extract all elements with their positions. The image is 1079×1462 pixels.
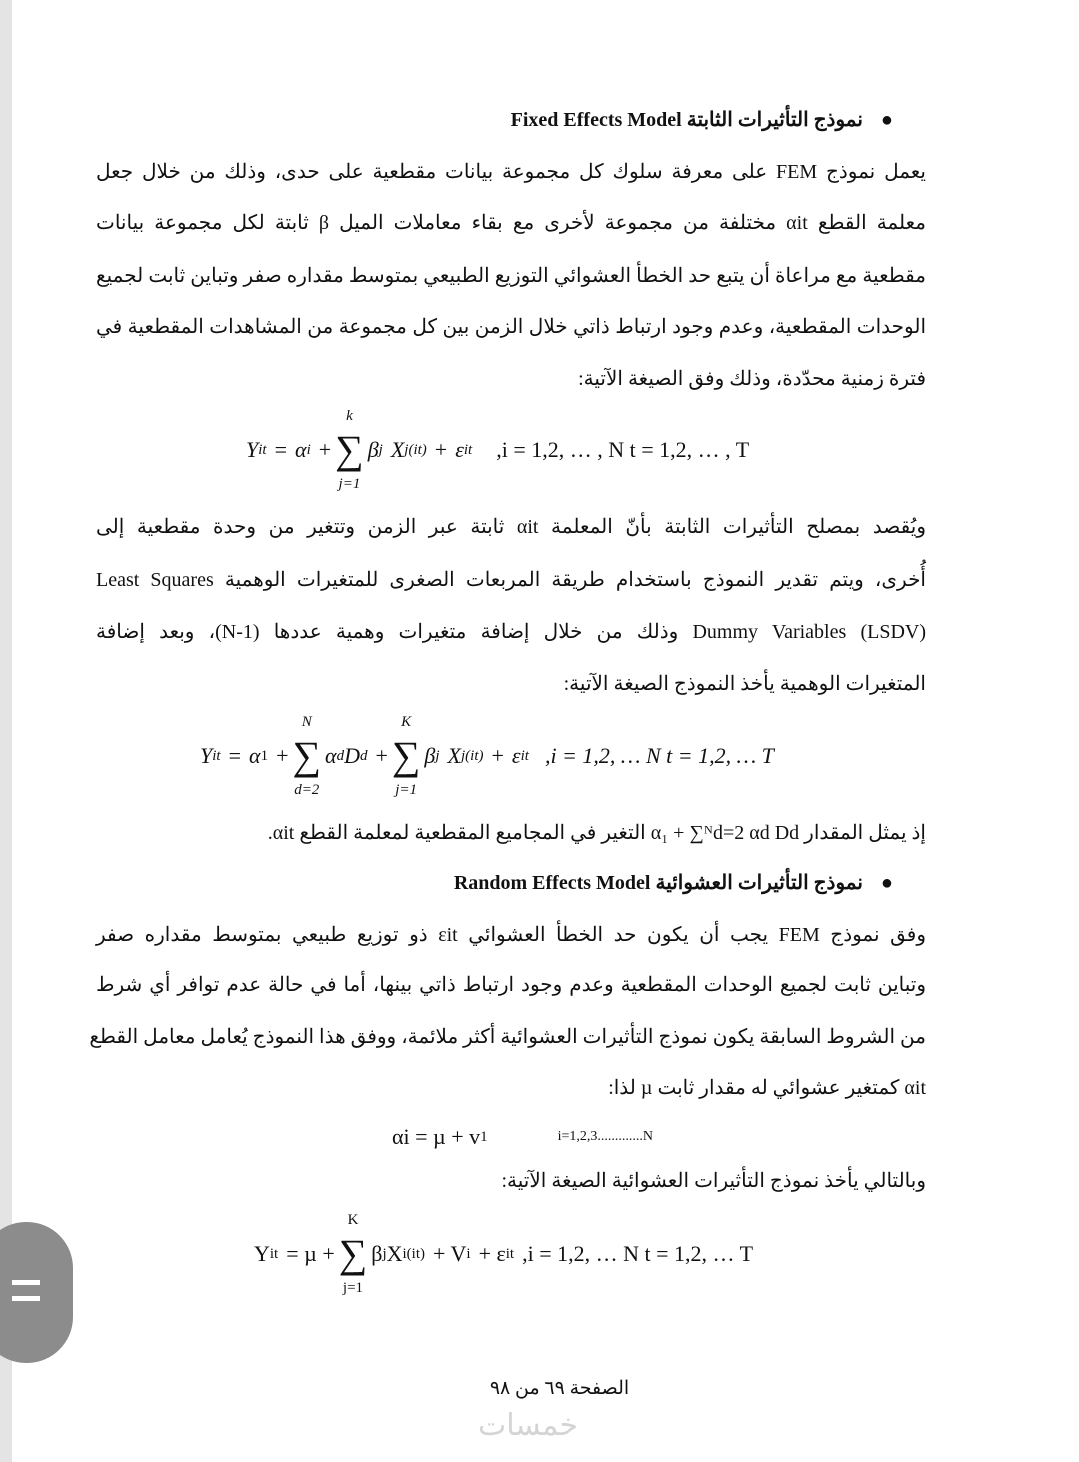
formula-term: K — [347, 1212, 359, 1228]
formula-term: α — [325, 743, 337, 768]
formula-fixed-effects: Y it = α i + k ∑ j=1 β j X j(it) + ε it ,i = 1,2, … , N t = 1,2, … , T — [246, 408, 750, 492]
formula-term: j=1 — [338, 476, 361, 492]
paragraph-line: وفق نموذج FEM يجب أن يكون حد الخطأ العشوائي εit ذو توزيع طبيعي بمتوسط مقداره صفر — [96, 924, 926, 946]
formula-term: ε — [455, 437, 464, 462]
formula-term: + V — [433, 1241, 467, 1266]
bullet-icon: ● — [880, 109, 893, 131]
paragraph-line: معلمة القطع αit مختلفة من مجموعة لأخرى مع بقاء معاملات الميل β ثابتة لكل مجموعة بيانات — [96, 212, 926, 234]
formula-term: N — [301, 714, 312, 730]
formula-term: d=2 — [294, 782, 320, 798]
formula-term: i — [466, 1245, 471, 1262]
formula-term: k — [346, 408, 353, 424]
grip-line-icon — [12, 1280, 40, 1285]
formula-random-effects — [254, 1210, 753, 1298]
paragraph-line: إذ يمثل المقدار α₁ + ∑ᴺd=2 αd Dd التغير في المجاميع المقطعية لمعلمة القطع αit. — [267, 822, 926, 844]
paragraph-line: فترة زمنية محدّدة، وذلك وفق الصيغة الآتية: — [578, 368, 926, 390]
formula-lsdv: Y it = α 1 + N ∑ d=2 α d D d + K ∑ j=1 β j X j(it) + ε it ,i = 1,2, … N t = 1,2, … T — [200, 714, 774, 798]
paragraph-line: (LSDV) Dummy Variables وذلك من خلال إضافة متغيرات وهمية عددها (N-1)، وبعد إضافة — [96, 621, 927, 643]
heading-fixed-effects — [511, 106, 893, 134]
heading-random-effects — [454, 869, 893, 897]
formula-term: i — [306, 441, 311, 458]
paragraph-line: وبالتالي يأخذ نموذج التأثيرات العشوائية الصيغة الآتية: — [501, 1170, 926, 1192]
paragraph-line: يعمل نموذج FEM على معرفة سلوك كل مجموعة بيانات مقطعية على حدى، وذلك من خلال جعل — [96, 161, 926, 183]
formula-alpha-i — [392, 1122, 653, 1152]
formula-term: it — [505, 1245, 515, 1262]
formula-term: 1 — [480, 1128, 488, 1145]
formula-term: j(it) — [404, 441, 427, 458]
formula-term: ,i = 1,2, … , N t = 1,2, … , T — [496, 437, 750, 462]
paragraph-line: αit كمتغير عشوائي له مقدار ثابت µ لذا: — [608, 1077, 926, 1099]
bullet-icon: ● — [880, 872, 893, 894]
formula-term: i=1,2,3.............N — [557, 1129, 654, 1144]
formula-term: D — [344, 743, 360, 768]
formula-term: β — [371, 1241, 383, 1266]
formula-term: + ε — [478, 1241, 506, 1266]
formula-term: i(it) — [402, 1245, 426, 1262]
paragraph-line: مقطعية مع مراعاة أن يتبع حد الخطأ العشوائي التوزيع الطبيعي بمتوسط مقداره صفر وتباين ثابت لجميع — [96, 265, 926, 287]
grip-line-icon — [12, 1296, 40, 1301]
scroll-handle[interactable] — [0, 1222, 73, 1363]
summation-icon — [293, 712, 322, 800]
formula-term: ε — [511, 743, 521, 768]
formula-term: it — [212, 747, 221, 764]
formula-term: α — [249, 743, 261, 768]
formula-term: Y — [254, 1241, 270, 1266]
formula-term: Y — [246, 437, 259, 462]
formula-term: X — [390, 437, 405, 462]
paragraph-line: المتغيرات الوهمية يأخذ النموذج الصيغة الآتية: — [563, 673, 926, 695]
page-number: الصفحة ٦٩ من ٩٨ — [489, 1378, 630, 1399]
paragraph-line: الوحدات المقطعية، وعدم وجود ارتباط ذاتي خلال الزمن بين كل مجموعة من المشاهدات المقطعية في — [96, 316, 927, 338]
formula-term: β — [367, 437, 379, 462]
formula-term: K — [401, 714, 412, 730]
summation-icon — [392, 712, 421, 800]
heading-en: Fixed Effects Model — [510, 109, 682, 131]
formula-term: X — [447, 743, 461, 768]
formula-term: j=1 — [395, 782, 418, 798]
formula-term: β — [424, 743, 436, 768]
summation-icon — [335, 406, 364, 494]
formula-term: ∑ — [335, 427, 364, 472]
formula-term: it — [463, 441, 473, 458]
formula-term: ∑ — [391, 733, 421, 778]
formula-term: it — [258, 441, 267, 458]
paragraph-line: وتباين ثابت لجميع الوحدات المقطعية وعدم وجود ارتباط ذاتي بينها، أما في حالة عدم توافر أي شرط — [96, 974, 926, 996]
formula-term: Y — [200, 743, 213, 768]
paragraph-line: أُخرى، ويتم تقدير النموذج باستخدام طريقة المربعات الصغرى للمتغيرات الوهمية Least Squares — [96, 569, 926, 591]
formula-term: it — [269, 1245, 279, 1262]
formula-term: j(it) — [461, 747, 484, 764]
formula-term: j=1 — [342, 1280, 364, 1296]
formula-term: ,i = 1,2, … N t = 1,2, … T — [522, 1241, 754, 1266]
formula-term: 1 — [260, 747, 269, 764]
formula-term: ∑ — [292, 733, 322, 778]
formula-term: ,i = 1,2, … N t = 1,2, … T — [544, 743, 774, 768]
formula-term: = — [274, 437, 288, 462]
formula-term: αi = µ + v — [392, 1124, 481, 1149]
formula-term: d — [359, 747, 368, 764]
paragraph-line: ويُقصد بمصلح التأثيرات الثابتة بأنّ المعلمة αit ثابتة عبر الزمن وتتغير من وحدة مقطعية إلى — [96, 516, 926, 538]
formula-term: ∑ — [338, 1231, 368, 1276]
heading-ar: نموذج التأثيرات العشوائية — [655, 872, 863, 894]
formula-term: j — [378, 441, 383, 458]
formula-term: it — [520, 747, 529, 764]
paragraph-line: من الشروط السابقة يكون نموذج التأثيرات العشوائية أكثر ملائمة، ووفق هذا النموذج يُعامل معامل القطع — [89, 1026, 926, 1048]
formula-term: + — [318, 437, 332, 462]
formula-term: α — [295, 437, 307, 462]
watermark-logo: خمسات — [478, 1408, 579, 1443]
summation-icon — [339, 1210, 368, 1298]
formula-term: d — [336, 747, 345, 764]
formula-term: X — [386, 1241, 403, 1266]
formula-term: = µ + — [286, 1241, 335, 1266]
formula-term: j — [382, 1245, 387, 1262]
formula-term: j — [435, 747, 440, 764]
heading-ar: نموذج التأثيرات الثابتة — [686, 109, 863, 131]
heading-en: Random Effects Model — [453, 872, 651, 894]
